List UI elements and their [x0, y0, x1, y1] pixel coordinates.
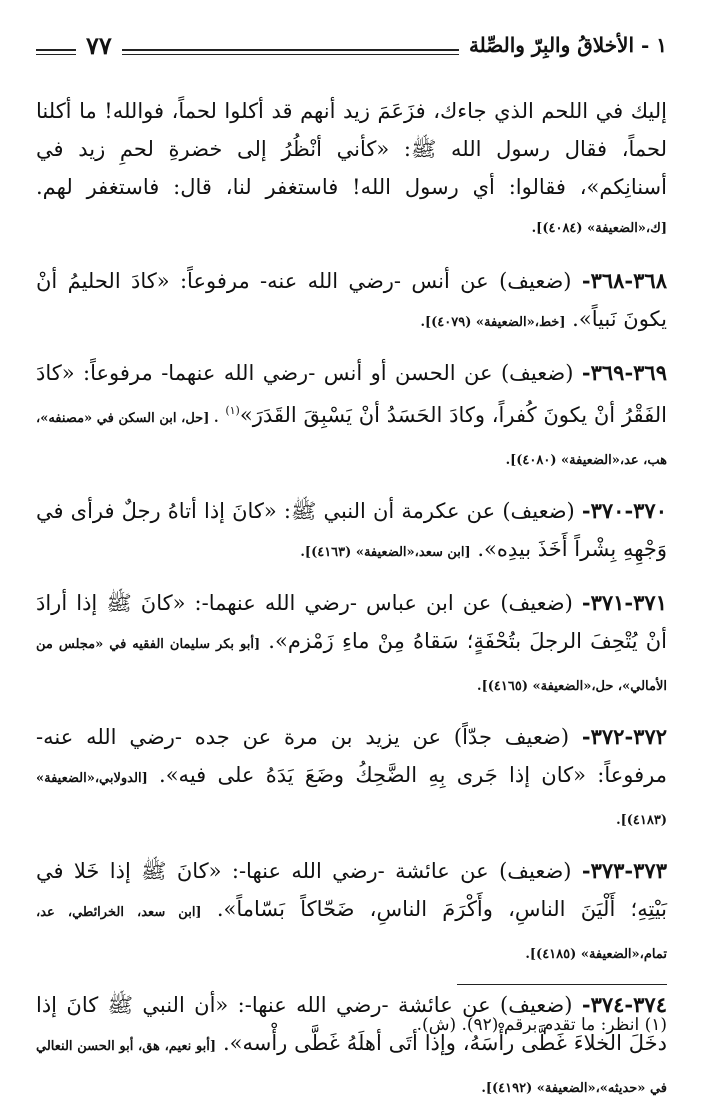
entry-grade: (ضعيف) [499, 859, 572, 883]
hadith-entry-372 [36, 718, 667, 840]
entry-grade: (ضعيف) [500, 361, 574, 385]
entry-grade: (ضعيف) [500, 591, 573, 615]
header-rule [122, 49, 459, 55]
page-number: ٧٧ [86, 30, 112, 60]
hadith-entry-368 [36, 262, 667, 342]
entry-text: عن عائشة -رضي الله عنها-: «أن النبي ﷺ كانَ إذا دخَلَ الخلاءَ غَطَّى رأْسَهُ، وإذا أتَى أهلَهُ غَطَّى رأْسه». [36, 993, 667, 1055]
entry-grade: (ضعيف جدّاً) [453, 725, 570, 749]
intro-citation: [ك،«الضعيفة» (٤٠٨٤)]. [531, 221, 667, 236]
hadith-entry-374 [36, 986, 667, 1108]
footnote-separator [457, 984, 667, 985]
entry-number: ٣٧١-٣٧١- [581, 590, 667, 615]
entry-grade: (ضعيف) [502, 499, 575, 523]
hadith-entry-373 [36, 852, 667, 974]
entry-number: ٣٧٠-٣٧٠- [581, 498, 667, 523]
hadith-entry-369 [36, 354, 667, 480]
entry-text: عن الحسن أو أنس -رضي الله عنهما- مرفوعاً: «كادَ الفَقْرُ أنْ يكونَ كُفراً، وكادَ الحَسَدُ أنْ يَسْبِقَ القَدَرَ» [36, 361, 667, 427]
hadith-entry-370 [36, 492, 667, 572]
entry-text: عن عكرمة أن النبي ﷺ: «كانَ إذا أتاهُ رجلٌ فرأى في وَجْهِهِ بِشْراً أَخَذَ بيدِه». [36, 499, 667, 561]
entry-citation: [أبو نعيم، هق، أبو الحسن النعالي في «حديثه»،«الضعيفة» (٤١٩٢)]. [36, 1039, 667, 1096]
header-rule-short [36, 49, 76, 55]
footnote-mark[interactable]: (١) [225, 404, 240, 417]
intro-paragraph [36, 92, 667, 248]
entry-number: ٣٧٢-٣٧٢- [581, 724, 668, 749]
page-content [36, 92, 667, 1108]
intro-text: إليك في اللحم الذي جاءك، فزَعَمَ زيد أنهم قد أكلوا لحماً، فوالله! ما أكلنا لحماً، فقال رسول الله ﷺ: «كأني أنْظُرُ إلى خضرةِ لحمِ زيد في أسنانِكم»، فقالوا: أي رسول الله! فاستغفر لنا، قال: فاستغفر لهم. [36, 99, 667, 199]
entry-text: عن عائشة -رضي الله عنها-: «كانَ ﷺ إذا خَلا في بَيْتِهِ؛ أَلْيَنَ الناسِ، وأَكْرَمَ الناسِ، ضَحّاكاً بَسّاماً». [36, 859, 667, 921]
chapter-title: ١ - الأخلاقُ والبِرّ والصِّلة [468, 33, 667, 57]
entry-citation: [الدولابي،«الضعيفة» (٤١٨٣)]. [36, 771, 667, 828]
entry-citation: [ابن سعد، الخرائطي، عد، تمام،«الضعيفة» (٤١٨٥)]. [36, 905, 667, 962]
entry-number: ٣٧٣-٣٧٣- [581, 858, 667, 883]
entry-citation: . [حل، ابن السكن في «مصنفه»، هب، عد،«الضعيفة» (٤٠٨٠)]. [36, 411, 667, 468]
entry-number: ٣٦٩-٣٦٩- [581, 360, 667, 385]
entry-number: ٣٦٨-٣٦٨- [581, 268, 667, 293]
entry-text: عن ابن عباس -رضي الله عنهما-: «كانَ ﷺ إذا أرادَ أنْ يُتْحِفَ الرجلَ بتُحْفَةٍ؛ سَقاهُ مِنْ ماءِ زَمْزم». [36, 591, 667, 653]
entry-text: عن أنس -رضي الله عنه- مرفوعاً: «كادَ الحليمُ أنْ يكونَ نَبياً». [36, 269, 667, 331]
page-header [36, 20, 667, 70]
entry-citation: [أبو بكر سليمان الفقيه في «مجلس من الأمالي»، حل،«الضعيفة» (٤١٦٥)]. [36, 637, 667, 694]
entry-number: ٣٧٤-٣٧٤- [581, 992, 667, 1017]
entry-grade: (ضعيف) [499, 269, 572, 293]
entry-text: عن يزيد بن مرة عن جده -رضي الله عنه- مرفوعاً: «كان إذا جَرى بِهِ الضَّحِكُ وضَعَ يَدَهُ على فيه». [36, 725, 667, 787]
footnote: (١) انظر: ما تقدم برقم (٩٢). (ش). [416, 1015, 667, 1035]
entry-grade: (ضعيف) [500, 993, 573, 1017]
entry-citation: [ابن سعد،«الضعيفة» (٤١٦٣)]. [300, 545, 471, 560]
entry-citation: [خط،«الضعيفة» (٤٠٧٩)]. [420, 315, 566, 330]
hadith-entry-371 [36, 584, 667, 706]
page [36, 20, 668, 1096]
